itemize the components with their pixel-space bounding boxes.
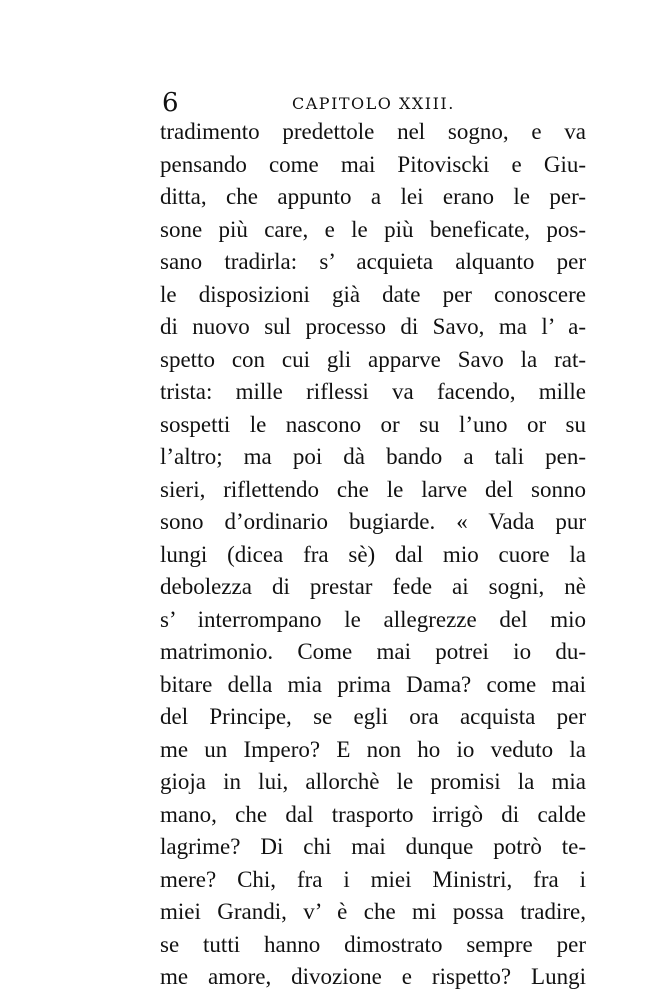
text-line: s’ interrompano le allegrezze del mio [160,606,586,632]
text-line: matrimonio. Come mai potrei io du- [160,639,586,664]
running-head [162,86,582,120]
text-line: sono d’ordinario bugiarde. « Vada pur [160,509,586,534]
text-line: mere? Chi, fra i miei Ministri, fra i [160,866,586,892]
text-line: sone più care, e le più beneficate, pos- [160,216,586,242]
text-line: debolezza di prestar fede ai sogni, nè [160,574,586,599]
text-line: me amore, divozione e rispetto? Lungi [160,964,586,989]
page-number: 6 [162,88,179,118]
text-line: ditta, che appunto a lei erano le per- [160,184,586,209]
text-line: tradimento predettole nel sogno, e va [160,119,586,144]
chapter-title: CAPITOLO XXIII. [292,94,455,113]
text-line: miei Grandi, v’ è che mi possa tradire, [160,899,586,924]
text-line: se tutti hanno dimostrato sempre per [160,931,586,957]
text-line: sano tradirla: s’ acquieta alquanto per [160,249,586,274]
text-line: sospetti le nascono or su l’uno or su [160,411,586,437]
body-text [160,116,586,994]
text-line: me un Impero? E non ho io veduto la [160,736,586,762]
text-line: lungi (dicea fra sè) dal mio cuore la [160,541,586,567]
text-line: sieri, riflettendo che le larve del sonno [160,476,586,502]
text-line: del Principe, se egli ora acquista per [160,704,586,729]
text-line: trista: mille riflessi va facendo, mille [160,379,586,404]
text-line: l’altro; ma poi dà bando a tali pen- [160,444,586,469]
text-line: mano, che dal trasporto irrigò di calde [160,801,586,827]
text-line: di nuovo sul processo di Savo, ma l’ a- [160,314,586,339]
text-line: le disposizioni già date per conoscere [160,281,586,307]
text-line: pensando come mai Pitoviscki e Giu- [160,151,586,177]
text-line: spetto con cui gli apparve Savo la rat- [160,346,586,372]
text-line: lagrime? Di chi mai dunque potrò te- [160,834,586,859]
text-line: gioja in lui, allorchè le promisi la mia [160,769,586,794]
text-line: bitare della mia prima Dama? come mai [160,671,586,697]
